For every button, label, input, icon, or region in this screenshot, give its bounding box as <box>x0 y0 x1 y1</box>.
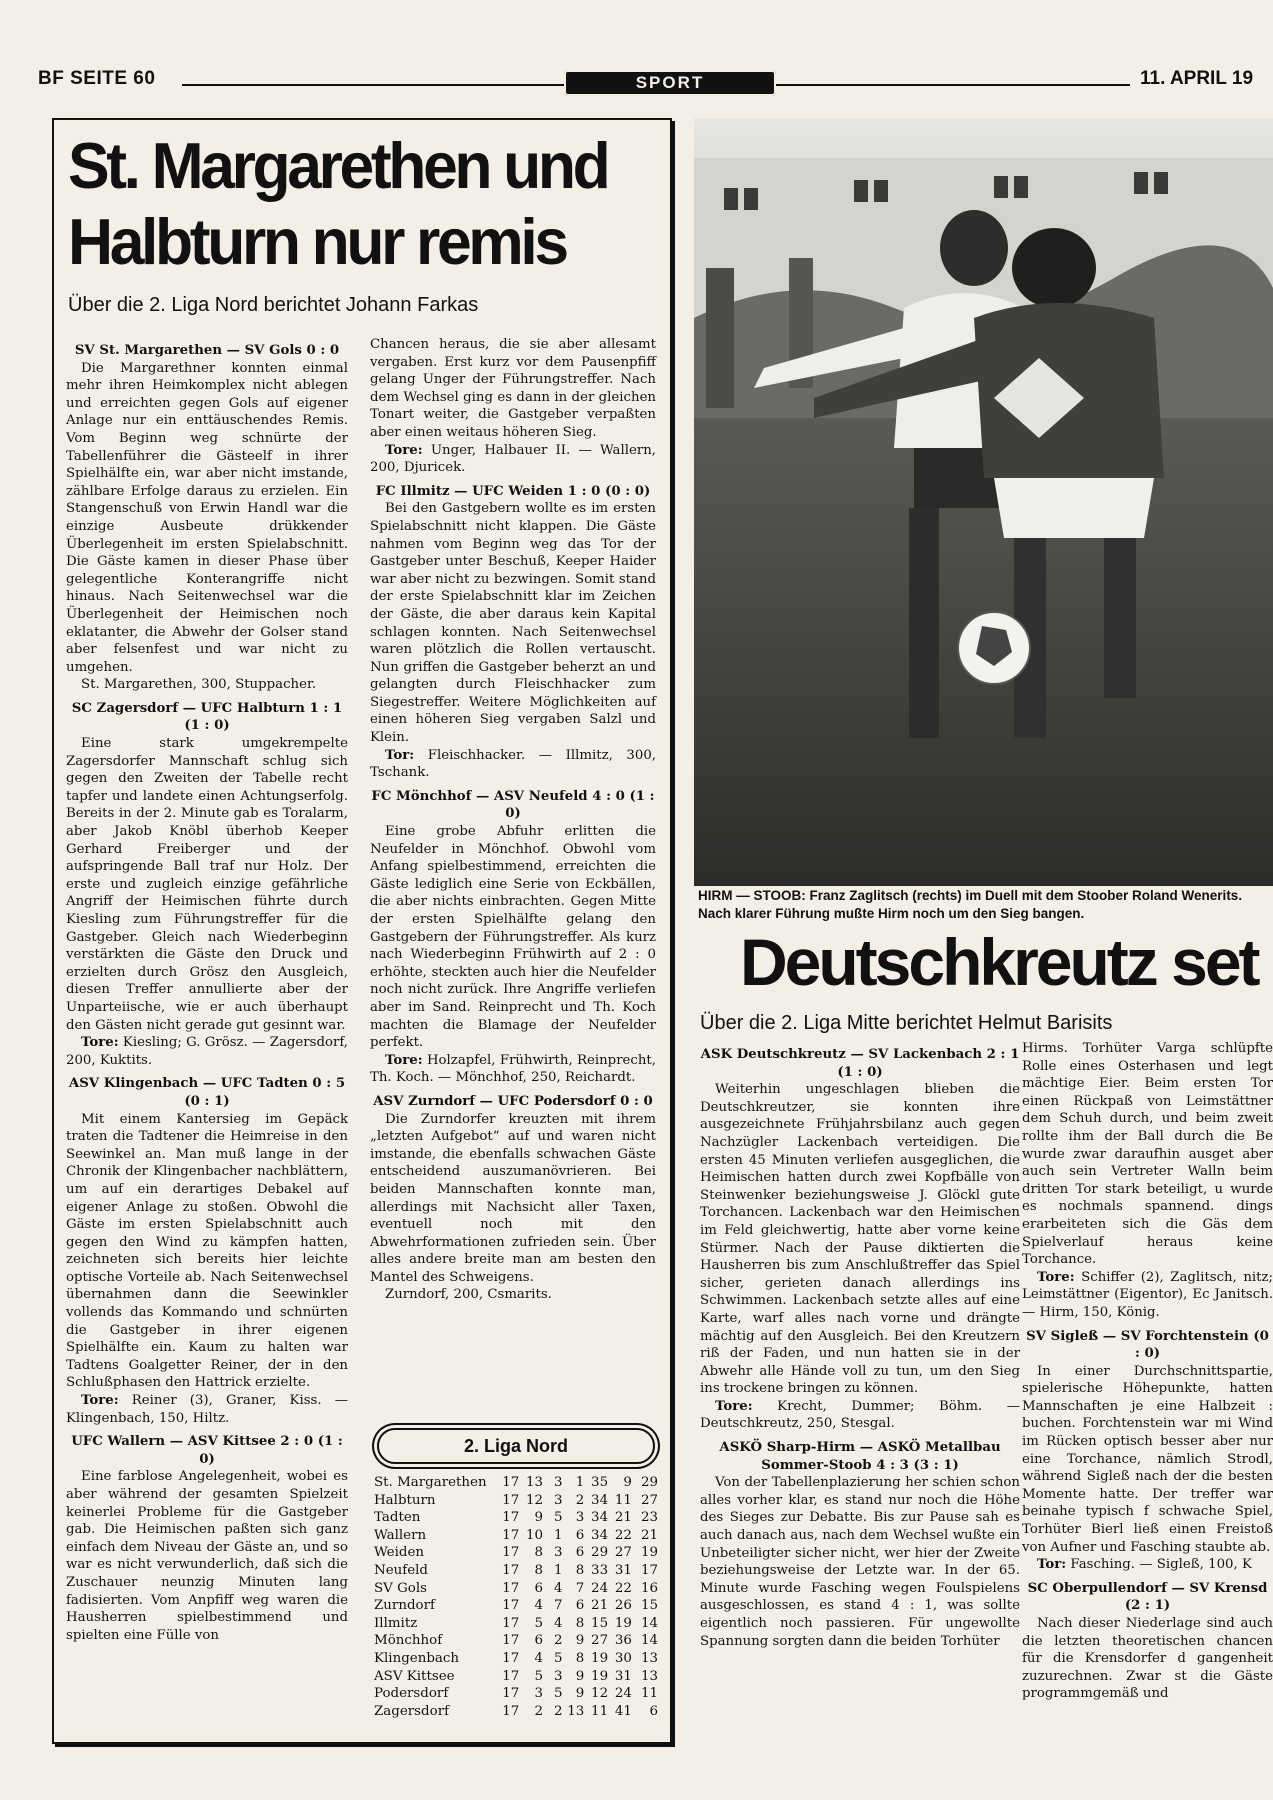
stat-cell: 3 <box>554 1668 563 1684</box>
scorers-label: Tore: <box>385 442 423 458</box>
stat-cell: 27 <box>640 1492 658 1508</box>
article-byline: Über die 2. Liga Nord berichtet Johann Farkas <box>68 294 479 316</box>
paragraph: Die Zurndorfer kreuzten mit ihrem „letzten Aufgebot“ auf und waren nicht imstande, die ebenfalls schwachen Gäste entscheidend auszumanövrieren. Bei beiden Mannschaften konnte man, allerdings mit Nachsicht aller Taxen, eventuell noch mit den Abwehrformationen zufrieden sein. Über alles andere breite man am besten den Mantel des Schweigens. <box>370 1111 656 1285</box>
stat-cell: 17 <box>502 1475 520 1490</box>
table-row <box>374 1580 658 1598</box>
stat-cell: 27 <box>614 1545 632 1561</box>
paragraph: Eine farblose Angelegenheit, wobei es aber während der gesamten Spielzeit keinerlei Probleme für die Gastgeber gab. Die Heimischen paßten sich ganz einfach dem Niveau der Gäste an, und so war es nicht verwunderlich, daß sich die Zuschauer neunzig Minuten lang fadisierten. Vom Anpfiff weg waren die Hausherren spielbestimmend und spielten eine Fülle von <box>66 1469 348 1643</box>
header-rule-right <box>776 84 1130 86</box>
team-name: Tadten <box>374 1510 421 1526</box>
stat-cell: 29 <box>640 1475 658 1490</box>
match-heading: FC Illmitz — UFC Weiden 1 : 0 (0 : 0) <box>375 483 651 499</box>
table-row <box>374 1562 658 1580</box>
team-name: Klingenbach <box>374 1650 459 1666</box>
stat-cell: 12 <box>526 1492 544 1508</box>
stat-cell: 4 <box>534 1650 544 1666</box>
stat-cell: 17 <box>502 1598 520 1614</box>
stat-cell: 15 <box>640 1598 658 1614</box>
stat-cell: 7 <box>554 1598 563 1614</box>
stat-cell: 4 <box>554 1615 563 1631</box>
stat-cell: 5 <box>534 1668 544 1684</box>
paragraph: Zurndorf, 200, Csmarits. <box>385 1287 552 1303</box>
stat-cell: 27 <box>591 1633 609 1649</box>
stat-cell: 14 <box>640 1633 658 1649</box>
stat-cell: 17 <box>640 1562 658 1578</box>
team-name: Zagersdorf <box>374 1703 450 1719</box>
stat-cell: 17 <box>502 1686 520 1702</box>
stat-cell: 24 <box>614 1686 632 1702</box>
team-name: Neufeld <box>374 1562 429 1578</box>
stat-cell: 9 <box>575 1633 585 1649</box>
paragraph: In einer Durchschnittspartie, spielerische Höhepunkte, hatten Mannschaften je eine Halbzeit : buchen. Forchtenstein war mi Wind im Rücken optisch besser aber nur eine Torchance, nämlich Strodl, während Sigleß nach der die besten Momente hatte. Der treffer war beinahe typisch f schwache Spiel, Torhüter Bierl ließ einen Freistoß von Aufner und Fasching staubte ab. <box>1022 1363 1273 1555</box>
stat-cell: 1 <box>554 1562 563 1578</box>
scorers-text: Krecht, Dummer; Böhm. — Deutschkreutz, 250, Stesgal. <box>700 1398 1021 1432</box>
match-heading: SC Oberpullendorf — SV Krensd (2 : 1) <box>1027 1580 1268 1614</box>
paragraph: Eine grobe Abfuhr erlitten die Neufelder in Mönchhof. Obwohl vom Anfang spielbestimmend, erreichten die Gäste lediglich eine Serie von Eckbällen, die aber nichts einbrachten. Gegen Mitte der ersten Spielhälfte gelang den Gastgebern der Führungstreffer. Als kurz nach Wiederbeginn Frühwirth auf 2 : 0 erhöhte, steckten auch hier die Neufelder noch nicht zurück. Ihre Angriffe verliefen aber im Sand. Reinprecht und Th. Koch machten die Blamage der Neufelder perfekt. <box>370 824 656 1051</box>
article2-column-2 <box>1022 1040 1273 1703</box>
stat-cell: 3 <box>554 1475 563 1490</box>
paragraph-continued: Hirms. Torhüter Varga schlüpfte Rolle eines Osterhasen und legt mächtige Eier. Beim ersten Tor einen Rückpaß von Leimstättner dem Schuh durch, und beim zweit rollte ihm der Ball durch die Be wurde zwar daraufhin ausget aber auch sein Vertreter Walln beim dritten Tor stark beteiligt, u wurde es nochmals spannend. dings erarbeiteten sich die Gäs dem Spielverlauf heraus keine Torchance. <box>1022 1041 1273 1268</box>
stat-cell: 36 <box>614 1633 632 1649</box>
stat-cell: 31 <box>614 1562 632 1578</box>
stat-cell: 34 <box>591 1510 609 1526</box>
stat-cell: 6 <box>649 1703 658 1719</box>
league-table <box>374 1424 658 1720</box>
stat-cell: 34 <box>591 1527 609 1543</box>
stat-cell: 6 <box>534 1580 544 1596</box>
stat-cell: 13 <box>640 1650 658 1666</box>
stat-cell: 8 <box>575 1650 585 1666</box>
table-row <box>374 1597 658 1615</box>
table-row <box>374 1544 658 1562</box>
team-name: Weiden <box>374 1545 424 1561</box>
article-headline: St. Margarethen und Halbturn nur remis <box>68 129 608 278</box>
section-label: SPORT <box>564 70 776 96</box>
stat-cell: 9 <box>575 1668 585 1684</box>
stat-cell: 2 <box>554 1633 563 1649</box>
paragraph: Weiterhin ungeschlagen blieben die Deutschkreutzer, sie konnten ihre ausgezeichnete Frühjahrsbilanz auch gegen Nachzügler Lackenbach verteidigen. Die ersten 45 Minuten verliefen ausgeglichen, die Heimischen hatten durch zwei Kopfbälle von Steinwenker beziehungsweise J. Glöckl gute Torchancen. Lackenbach war den Heimischen im Feld gleichwertig, hatte aber vorne keine Stürmer. Nach der Pause diktierten die Hausherren bis zum Anschlußtreffer das Spiel sicher, gerieten danach allerdings ins Schwimmen. Lackenbach setzte alles auf eine Karte, warf alles nach vorne und drängte mächtig auf den Ausgleich. Bei den Kreutzern riß der Faden, und nun hatten sie in der Abwehr alle Hände voll zu tun, um den Sieg ins trockene bringen zu können. <box>700 1082 1020 1397</box>
match-scorers <box>370 747 656 782</box>
match-heading: SV Sigleß — SV Forchtenstein (0 : 0) <box>1026 1328 1269 1362</box>
scorers-label: Tore: <box>715 1398 753 1414</box>
stat-cell: 13 <box>526 1475 544 1490</box>
stat-cell: 10 <box>526 1527 544 1543</box>
scorers-label: Tore: <box>81 1393 119 1409</box>
match-heading: ASV Klingenbach — UFC Tadten 0 : 5 (0 : 1) <box>68 1076 346 1109</box>
header-rule-left <box>182 84 564 86</box>
stat-cell: 21 <box>614 1510 632 1526</box>
stat-cell: 21 <box>591 1598 609 1614</box>
scorers-text: Fasching. — Sigleß, 100, K <box>1070 1557 1252 1573</box>
scorers-label: Tore: <box>385 1052 423 1068</box>
stat-cell: 41 <box>614 1703 632 1719</box>
stat-cell: 9 <box>575 1686 585 1702</box>
stat-cell: 5 <box>554 1510 563 1526</box>
match-heading: FC Mönchhof — ASV Neufeld 4 : 0 (1 : 0) <box>371 788 655 822</box>
table-row <box>374 1685 658 1703</box>
stat-cell: 17 <box>502 1633 520 1649</box>
stat-cell: 17 <box>502 1510 520 1526</box>
match-heading: SC Zagersdorf — UFC Halbturn 1 : 1 (1 : 0) <box>71 700 343 734</box>
stat-cell: 26 <box>614 1598 632 1614</box>
team-name: Zurndorf <box>374 1598 435 1614</box>
stat-cell: 21 <box>640 1527 658 1543</box>
stat-cell: 13 <box>640 1668 658 1684</box>
stat-cell: 17 <box>502 1615 520 1631</box>
stat-cell: 4 <box>554 1580 563 1596</box>
stat-cell: 15 <box>591 1615 609 1631</box>
stat-cell: 11 <box>591 1703 609 1719</box>
article-column-2 <box>370 336 656 1304</box>
stat-cell: 3 <box>554 1545 563 1561</box>
table-row <box>374 1650 658 1668</box>
stat-cell: 11 <box>640 1686 658 1702</box>
team-name: Podersdorf <box>374 1686 449 1702</box>
team-name: St. Margarethen <box>374 1475 487 1490</box>
match-heading: UFC Wallern — ASV Kittsee 2 : 0 (1 : 0) <box>71 1434 343 1467</box>
stat-cell: 22 <box>614 1580 632 1596</box>
paragraph: Von der Tabellenplazierung her schien schon alles vorher klar, es stand nur noch die Höhe des Sieges zur Debatte. Bis zur Pause sah es auch danach aus, nach dem Wechsel wußte ein Unbeteiligter sicher nicht, wer hier der Zweite beziehungsweise der Letzte war. In der 65. Minute wurde Fasching wegen Foulspielens ausgeschlossen, es stand 4 : 1, was sollte eigentlich noch passieren. Für ungewollte Spannung sorgten dann die beiden Torhüter <box>700 1475 1020 1649</box>
paragraph: Nach dieser Niederlage sind auch die letzten theoretischen chancen für die Krensdorfer d gangenheit zuzurechnen. Zwar st die Gäste programmgemäß und <box>1022 1616 1273 1702</box>
stat-cell: 2 <box>554 1703 563 1719</box>
stat-cell: 6 <box>534 1633 544 1649</box>
table-row <box>374 1668 658 1686</box>
scorers-text: Kiesling; G. Grösz. — Zagersdorf, 200, Kuktits. <box>66 1035 348 1068</box>
stat-cell: 23 <box>640 1510 658 1526</box>
stat-cell: 3 <box>534 1686 544 1702</box>
stat-cell: 5 <box>554 1650 563 1666</box>
stat-cell: 8 <box>534 1545 544 1561</box>
match-heading: ASV Zurndorf — UFC Podersdorf 0 : 0 <box>373 1093 653 1109</box>
stat-cell: 16 <box>640 1580 658 1596</box>
league-table-title: 2. Liga Nord <box>377 1428 655 1464</box>
stat-cell: 35 <box>591 1475 609 1490</box>
table-row <box>374 1527 658 1545</box>
team-name: ASV Kittsee <box>374 1668 455 1684</box>
stat-cell: 17 <box>502 1650 520 1666</box>
stat-cell: 14 <box>640 1615 658 1631</box>
scorers-label: Tore: <box>1037 1269 1075 1285</box>
stat-cell: 17 <box>502 1492 520 1508</box>
stat-cell: 29 <box>591 1545 609 1561</box>
page-number: BF SEITE 60 <box>38 68 156 89</box>
stat-cell: 22 <box>614 1527 632 1543</box>
stat-cell: 17 <box>502 1580 520 1596</box>
article2-headline: Deutschkreutz set <box>740 925 1258 999</box>
scorers-label: Tore: <box>81 1035 119 1051</box>
stat-cell: 3 <box>554 1492 563 1508</box>
match-scorers <box>1022 1269 1273 1322</box>
table-row <box>374 1703 658 1721</box>
stat-cell: 34 <box>591 1492 609 1508</box>
stat-cell: 17 <box>502 1562 520 1578</box>
stat-cell: 6 <box>575 1598 585 1614</box>
team-name: SV Gols <box>374 1580 428 1596</box>
paragraph-continued: Chancen heraus, die sie aber allesamt vergaben. Erst kurz vor dem Pausenpfiff gelang Unger der Führungstreffer. Nach dem Wechsel ging es dann in der gleichen Tonart weiter, die Gastgeber verpaßten aber einen weitaus höheren Sieg. <box>370 337 656 440</box>
stat-cell: 19 <box>591 1650 609 1666</box>
stat-cell: 6 <box>575 1527 585 1543</box>
article-column-1 <box>66 336 348 1644</box>
stat-cell: 2 <box>575 1492 585 1508</box>
team-name: Wallern <box>374 1527 427 1543</box>
stat-cell: 8 <box>575 1615 585 1631</box>
stat-cell: 7 <box>575 1580 585 1596</box>
team-name: Mönchhof <box>374 1633 443 1649</box>
stat-cell: 13 <box>567 1703 585 1719</box>
scorers-text: Reiner (3), Graner, Kiss. — Klingenbach, 150, Hiltz. <box>66 1393 348 1426</box>
issue-date: 11. APRIL 19 <box>1140 68 1254 89</box>
table-row <box>374 1615 658 1633</box>
match-heading: ASK Deutschkreutz — SV Lackenbach 2 : 1 (1 : 0) <box>700 1047 1020 1080</box>
team-name: Illmitz <box>374 1615 418 1631</box>
scorers-label: Tor: <box>1037 1557 1067 1573</box>
table-row <box>374 1632 658 1650</box>
stat-cell: 9 <box>623 1475 632 1490</box>
stat-cell: 2 <box>534 1703 544 1719</box>
stat-cell: 9 <box>534 1510 544 1526</box>
stat-cell: 1 <box>575 1475 585 1490</box>
match-scorers <box>66 1034 348 1069</box>
stat-cell: 5 <box>554 1686 563 1702</box>
stat-cell: 8 <box>575 1562 585 1578</box>
table-row <box>374 1474 658 1492</box>
stat-cell: 19 <box>591 1668 609 1684</box>
football-duel-image <box>694 118 1273 886</box>
match-heading: SV St. Margarethen — SV Gols 0 : 0 <box>74 343 340 358</box>
scorers-text: Holzapfel, Frühwirth, Reinprecht, Th. Koch. — Mönchhof, 250, Reichardt. <box>370 1052 657 1086</box>
stat-cell: 31 <box>614 1668 632 1684</box>
stat-cell: 6 <box>575 1545 585 1561</box>
table-row <box>374 1492 658 1510</box>
stat-cell: 30 <box>614 1650 632 1666</box>
paragraph: Bei den Gastgebern wollte es im ersten Spielabschnitt nicht klappen. Die Gäste nahmen vom Beginn weg das Tor der Gastgeber unter Beschuß, Keeper Haider war aber nicht zu bezwingen. Somit stand der erste Spielabschnitt klar im Zeichen der Gäste, die aber daraus kein Kapital schlagen konnten. Nach Seitenwechsel waren plötzlich die Rollen vertauscht. Nun griffen die Gastgeber beherzt an und gelangten durch Fleischhacker zum Siegestreffer. Weitere Möglichkeiten auf einen höheren Sieg vergaben Salzl und Klein. <box>370 501 656 746</box>
team-name: Halbturn <box>374 1492 436 1508</box>
stat-cell: 19 <box>614 1615 632 1631</box>
stat-cell: 4 <box>534 1598 544 1614</box>
stat-cell: 5 <box>534 1615 544 1631</box>
photo-caption: HIRM — STOOB: Franz Zaglitsch (rechts) im Duell mit dem Stoober Roland Wenerits. Nach klarer Führung mußte Hirm noch um den Sieg bangen. <box>698 888 1243 921</box>
stat-cell: 11 <box>614 1492 632 1508</box>
article2-column-1 <box>700 1040 1020 1650</box>
stat-cell: 12 <box>591 1686 609 1702</box>
paragraph: Mit einem Kantersieg im Gepäck traten die Tadtener die Heimreise in den Seewinkel an. Man muß lange in der Chronik der Klingenbacher nachblättern, um auf ein derartiges Debakel auf eigener Anlage zu stoßen. Obwohl die Gäste im ersten Spielabschnitt auch gegen den Wind zu kämpfen hatten, zeichneten sich bereits hier leichte optische Vorteile ab. Nach Seitenwechsel übernahmen dann die Seewinkler vollends das Kommando und schnürten die Gastgeber in ihrer eigenen Spielhälfte ein. Kaum zu halten war Tadtens Goalgetter Reiner, der in den Schlußphasen den Hattrick erzielte. <box>66 1111 348 1391</box>
paragraph: St. Margarethen, 300, Stuppacher. <box>81 677 317 693</box>
paragraph: Die Margarethner konnten einmal mehr ihren Heimkomplex nicht ablegen und erreichten gegen Gols auf eigener Anlage nur ein enttäuschendes Remis. Vom Beginn weg schnürte der Tabellenführer die Gästeelf in ihrer Spielhälfte ein, war aber nicht imstande, zählbare Erfolge daraus zu erzielen. Ein Stangenschuß von Erwin Handl war die einzige Ausbeute drükkender Überlegenheit im ersten Spielabschnitt. Die Gäste kamen in dieser Phase über gelegentliche Konterangriffe nicht hinaus. Nach Seitenwechsel war die Überlegenheit der Heimischen noch eklatanter, die Abwehr der Golser stand aber felsenfest und war nicht zu umgehen. <box>66 360 348 675</box>
scorers-label: Tor: <box>385 747 415 763</box>
match-scorers <box>66 1392 348 1427</box>
match-scorers <box>370 1052 656 1087</box>
match-scorers <box>370 442 656 477</box>
scorers-text: Fleischhacker. — Illmitz, 300, Tschank. <box>370 747 657 781</box>
stat-cell: 1 <box>554 1527 563 1543</box>
scorers-text: Unger, Halbauer II. — Wallern, 200, Djuricek. <box>370 442 656 476</box>
stat-cell: 24 <box>591 1580 609 1596</box>
match-scorers <box>700 1398 1020 1433</box>
stat-cell: 17 <box>502 1668 520 1684</box>
stat-cell: 17 <box>502 1545 520 1561</box>
scorers-text: Schiffer (2), Zaglitsch, nitz; Leimstättner (Eigentor), Ec Janitsch. — Hirm, 150, König. <box>1022 1269 1273 1320</box>
match-photo <box>694 118 1273 886</box>
stat-cell: 19 <box>640 1545 658 1561</box>
paragraph: Eine stark umgekrempelte Zagersdorfer Mannschaft schlug sich gegen den Zweiten der Tabelle recht tapfer und landete einen Achtungserfolg. Bereits in der 2. Minute gab es Toralarm, aber Jakob Knöbl überhob Keeper Gerhard Freiberger und der aufspringende Ball traf nur Holz. Der erste und zugleich einzige gefährliche Angriff der Heimischen führte durch Kiesling zum Führungstreffer für die Gastgeber. Gleich nach Wiederbeginn verstärkten die Gäste den Druck und erzielten durch Grösz den Ausgleich, diesen Treffer annullierte aber der Unparteiische, wie er auch überhaupt den Gästen nicht gerade gut gesinnt war. <box>66 736 348 1033</box>
stat-cell: 17 <box>502 1703 520 1719</box>
stat-cell: 33 <box>591 1562 609 1578</box>
stat-cell: 17 <box>502 1527 520 1543</box>
table-row <box>374 1509 658 1527</box>
article2-byline: Über die 2. Liga Mitte berichtet Helmut Barisits <box>700 1012 1113 1034</box>
standings-table <box>374 1474 658 1720</box>
stat-cell: 3 <box>575 1510 585 1526</box>
stat-cell: 8 <box>534 1562 544 1578</box>
match-scorers <box>1022 1556 1273 1574</box>
match-heading: ASKÖ Sharp-Hirm — ASKÖ Metallbau Sommer-Stoob 4 : 3 (3 : 1) <box>719 1440 1001 1473</box>
